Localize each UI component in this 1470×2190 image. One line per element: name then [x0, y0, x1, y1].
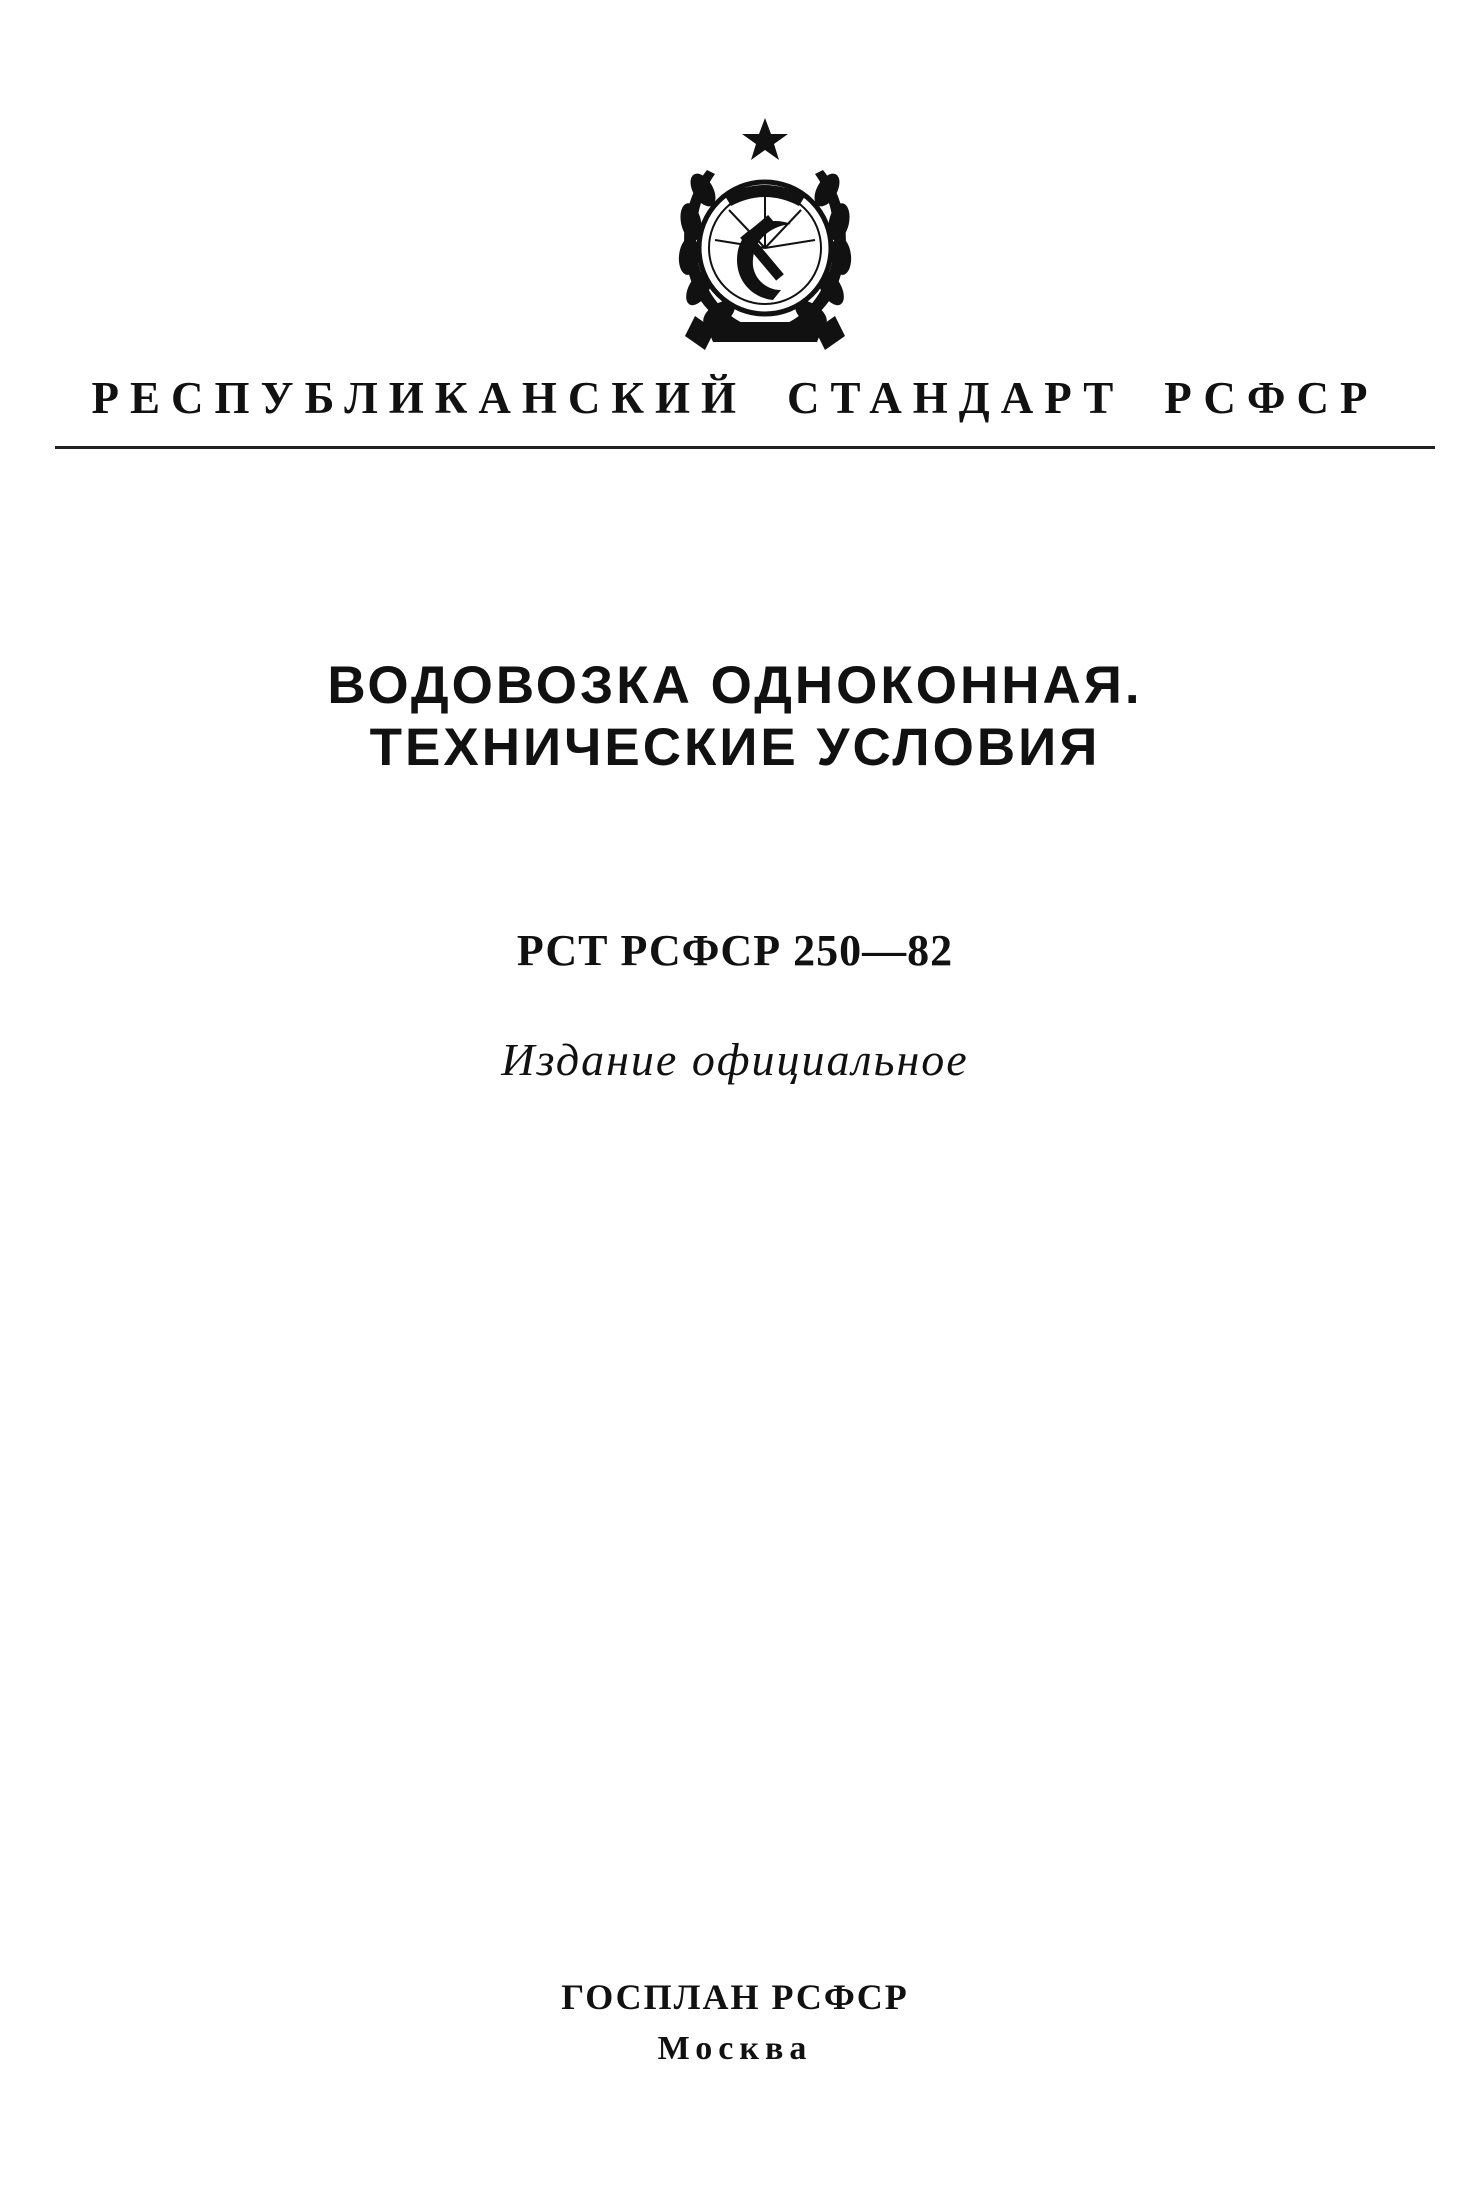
rsfsr-coat-of-arms-icon [645, 110, 885, 360]
edition-note: Издание официальное [501, 1034, 969, 1085]
publication-city: Москва [657, 2030, 813, 2067]
document-title-line-2: ТЕХНИЧЕСКИЕ УСЛОВИЯ [369, 718, 1101, 777]
header-word-standard: СТАНДАРТ [787, 373, 1125, 423]
standard-code: РСТ РСФСР 250—82 [516, 926, 954, 975]
document-title-line-1: ВОДОВОЗКА ОДНОКОННАЯ. [327, 656, 1143, 715]
header-word-rsfsr: РСФСР [1164, 373, 1379, 423]
document-title [0, 655, 1470, 779]
republican-standard-header [0, 372, 1470, 424]
publisher: ГОСПЛАН РСФСР [561, 1977, 909, 2017]
header-word-republican: РЕСПУБЛИКАНСКИЙ [91, 373, 747, 423]
header-divider [55, 446, 1435, 449]
